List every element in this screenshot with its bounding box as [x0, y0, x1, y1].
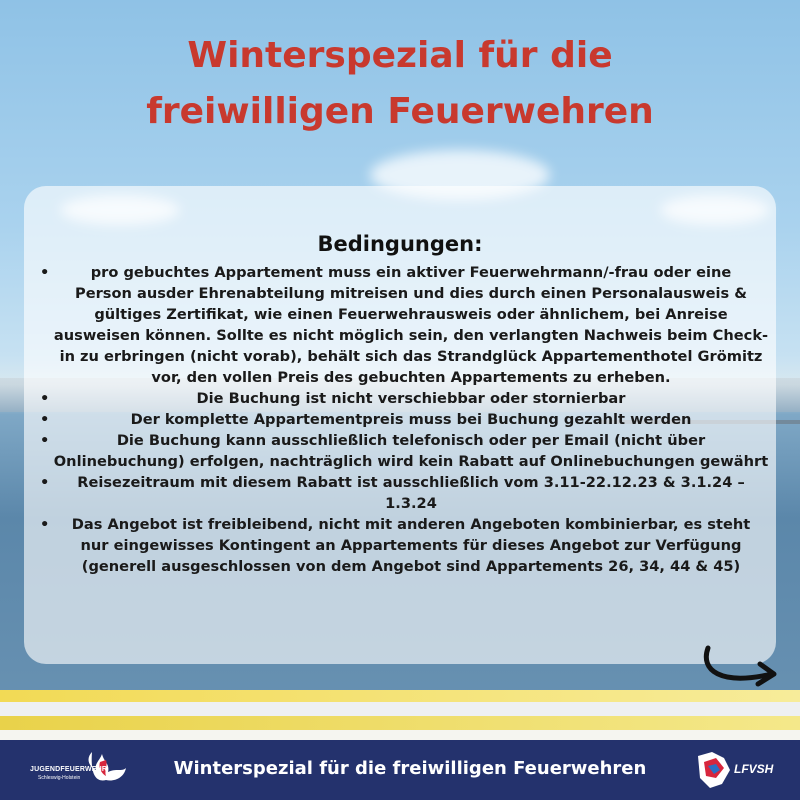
condition-line: (generell ausgeschlossen von dem Angebot sind Appartements 26, 34, 44 & 45): [81, 558, 741, 575]
condition-line: Das Angebot ist freibleibend, nicht mit anderen Angeboten kombinierbar, es steht: [71, 516, 751, 533]
bullet-icon: •: [40, 516, 50, 533]
condition-line: Onlinebuchung) erfolgen, nachträglich wird kein Rabatt auf Onlinebuchungen gewährt: [53, 453, 769, 470]
condition-item: [30, 388, 770, 409]
bullet-icon: •: [40, 432, 50, 449]
condition-line: Reisezeitraum mit diesem Rabatt ist ausschließlich vom 3.11-22.12.23 & 3.1.24 –: [77, 474, 745, 491]
conditions-list: [30, 262, 770, 577]
stripe-yellow-top: [0, 690, 800, 702]
condition-line: Die Buchung ist nicht verschiebbar oder stornierbar: [196, 390, 626, 407]
footer-title: Winterspezial für die freiwilligen Feuerwehren: [173, 758, 647, 779]
bullet-icon: •: [40, 390, 50, 407]
condition-item: [30, 472, 770, 514]
condition-line: Die Buchung kann ausschließlich telefonisch oder per Email (nicht über: [116, 432, 706, 449]
lfvsh-logo: [694, 748, 778, 794]
stripe-white: [0, 702, 800, 716]
bullet-icon: •: [40, 411, 50, 428]
condition-line: ausweisen können. Sollte es nicht möglich sein, den verlangten Nachweis beim Check-: [53, 327, 769, 344]
title-line-2: freiwilligen Feuerwehren: [146, 91, 654, 132]
conditions-heading: Bedingungen:: [317, 232, 483, 256]
condition-item: [30, 409, 770, 430]
condition-line: Person ausder Ehrenabteilung mitreisen und dies durch einen Personalausweis &: [75, 285, 747, 302]
condition-item: [30, 430, 770, 472]
condition-line: pro gebuchtes Appartement muss ein aktiver Feuerwehrmann/-frau oder eine: [90, 264, 732, 281]
stripe-yellow-bottom: [0, 716, 800, 730]
condition-item: [30, 514, 770, 577]
stripe-white-bottom: [0, 730, 800, 740]
condition-line: nur eingewisses Kontingent an Appartements für dieses Angebot zur Verfügung: [80, 537, 742, 554]
logo-right-label: LFVSH: [734, 762, 774, 776]
logo-left-sub: Schleswig-Holstein: [38, 775, 81, 781]
condition-line: vor, den vollen Preis des gebuchten Appartements zu erheben.: [151, 369, 671, 386]
next-arrow-icon[interactable]: [700, 630, 780, 692]
title-line-1: Winterspezial für die: [187, 35, 613, 76]
bullet-icon: •: [40, 264, 50, 281]
jugendfeuerwehr-logo: [30, 748, 134, 794]
condition-line: 1.3.24: [385, 495, 437, 512]
condition-line: gültiges Zertifikat, wie einen Feuerwehrausweis oder ähnlichem, bei Anreise: [94, 306, 728, 323]
lfvsh-emblem-icon: [694, 748, 734, 794]
logo-left-label: JUGENDFEUERWEHR: [30, 766, 108, 773]
condition-item: [30, 262, 770, 388]
condition-line: Der komplette Appartementpreis muss bei Buchung gezahlt werden: [130, 411, 692, 428]
bullet-icon: •: [40, 474, 50, 491]
condition-line: in zu erbringen (nicht vorab), behält sich das Strandglück Appartementhotel Grömitz: [59, 348, 763, 365]
page-title: [0, 28, 800, 140]
